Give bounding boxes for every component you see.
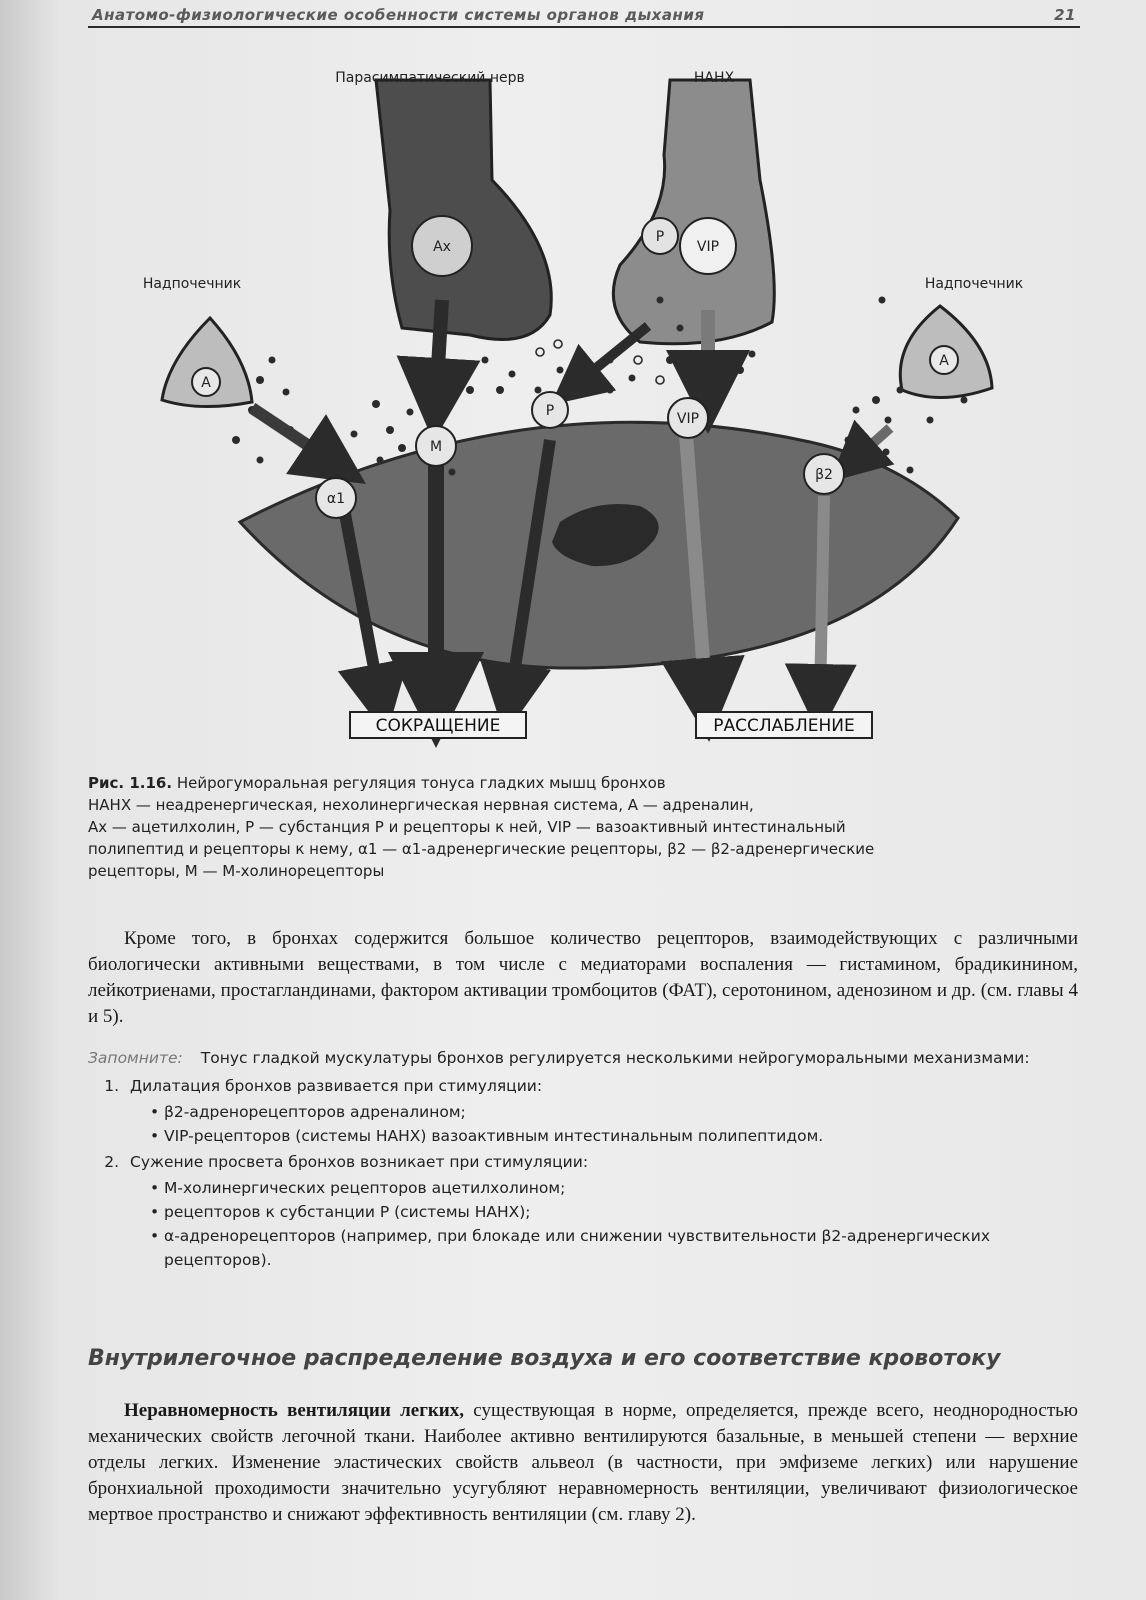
alpha1-receptor-label: α1 bbox=[326, 491, 346, 507]
constriction-bullets bbox=[130, 1176, 1078, 1272]
contraction-box bbox=[350, 712, 526, 738]
dilation-bullets bbox=[130, 1100, 1078, 1148]
acetylcholine-label: Ах bbox=[433, 239, 451, 255]
adrenaline-right-label: A bbox=[939, 353, 949, 369]
nanc-label: НАНХ bbox=[693, 70, 735, 86]
body-paragraph-receptors: Кроме того, в бронхах содержится большое количество рецепторов, взаимодействующих с различными биологически активными веществами, в том числе с медиаторами воспаления — гистамином, брадикинином, лейкотриенами, простагландинами, фактором активации тромбоцитов (ФАТ), серотонином, аденозином и др. (см. главы 4 и 5). bbox=[88, 928, 1078, 1027]
paragraph-lead: Неравномерность вентиляции легких, bbox=[124, 1400, 464, 1421]
remember-item-dilation bbox=[124, 1074, 1078, 1148]
figure-caption bbox=[88, 772, 1048, 882]
caption-title-line bbox=[88, 772, 1048, 794]
running-header-title: Анатомо-физиологические особенности системы органов дыхания bbox=[92, 6, 705, 24]
p-receptor-label: P bbox=[545, 403, 555, 419]
body-paragraph-ventilation bbox=[88, 1398, 1078, 1528]
remember-item-constriction bbox=[124, 1150, 1078, 1272]
vip-vesicle-label: VIP bbox=[696, 239, 720, 255]
remember-box bbox=[88, 1046, 1078, 1274]
vip-receptor-label: VIP bbox=[676, 411, 700, 427]
page-number: 21 bbox=[1054, 6, 1076, 24]
remember-item-dilation-text: Дилатация бронхов развивается при стимуляции: bbox=[130, 1077, 543, 1095]
substance-p-label: P bbox=[655, 229, 665, 245]
adrenal-left-label: Надпочечник bbox=[142, 276, 242, 292]
list-item: • VIP-рецепторов (системы НАНХ) вазоактивным интестинальным полипептидом. bbox=[150, 1124, 1078, 1148]
adrenal-right-label: Надпочечник bbox=[924, 276, 1024, 292]
remember-intro: Тонус гладкой мускулатуры бронхов регулируется несколькими нейрогуморальными механизмами: bbox=[200, 1049, 1030, 1067]
nanc-nerve-terminal bbox=[613, 80, 774, 344]
caption-legend-line-4: рецепторы, М — М-холинорецепторы bbox=[88, 862, 385, 880]
contraction-label: СОКРАЩЕНИЕ bbox=[375, 716, 501, 736]
list-item: • М-холинергических рецепторов ацетилхолином; bbox=[150, 1176, 1078, 1200]
m-receptor-label: M bbox=[429, 439, 443, 455]
bronchial-regulation-figure bbox=[140, 60, 1060, 760]
figure-number: Рис. 1.16. bbox=[88, 774, 173, 792]
remember-tag: Запомните: bbox=[88, 1049, 183, 1067]
parasympathetic-nerve-label: Парасимпатический нерв bbox=[335, 70, 525, 86]
list-item: • α-адренорецепторов (например, при блокаде или снижении чувствительности β2-адренергических рецепторов). bbox=[150, 1224, 1078, 1272]
section-heading: Внутрилегочное распределение воздуха и его соответствие кровотоку bbox=[88, 1346, 1001, 1371]
list-item: • рецепторов к субстанции Р (системы НАНХ); bbox=[150, 1200, 1078, 1224]
caption-legend-line-3: полипептид и рецепторы к нему, α1 — α1-адренергические рецепторы, β2 — β2-адренергические bbox=[88, 840, 875, 858]
parasympathetic-nerve-terminal bbox=[376, 80, 551, 340]
figure-title: Нейрогуморальная регуляция тонуса гладких мышц бронхов bbox=[176, 774, 666, 792]
remember-list bbox=[88, 1074, 1078, 1272]
running-header bbox=[88, 4, 1080, 28]
beta2-receptor-label: β2 bbox=[815, 467, 833, 483]
relaxation-box bbox=[696, 712, 872, 738]
remember-intro-line bbox=[88, 1046, 1078, 1070]
paragraph-text: существующая в норме, определяется, прежде всего, неоднородностью механических свойств легочной ткани. Наиболее активно вентилируются базальные, в меньшей степени — верхние отделы легких. Изменение эластических свойств альвеол (в частности, при эмфиземе легких) или нарушение бронхиальной проходимости значительно усугубляют неравномерность вентиляции, увеличивают физиологическое мертвое пространство и снижают эффективность вентиляции (см. главу 2). bbox=[88, 1400, 1078, 1525]
list-item: • β2-адренорецепторов адреналином; bbox=[150, 1100, 1078, 1124]
adrenaline-left-label: A bbox=[201, 375, 211, 391]
relaxation-label: РАССЛАБЛЕНИЕ bbox=[713, 716, 855, 736]
caption-legend-line-1: НАНХ — неадренергическая, нехолинергическая нервная система, А — адреналин, bbox=[88, 796, 754, 814]
remember-item-constriction-text: Сужение просвета бронхов возникает при стимуляции: bbox=[130, 1153, 589, 1171]
caption-legend-line-2: Ах — ацетилхолин, Р — субстанция Р и рецепторы к ней, VIP — вазоактивный интестинальный bbox=[88, 818, 846, 836]
